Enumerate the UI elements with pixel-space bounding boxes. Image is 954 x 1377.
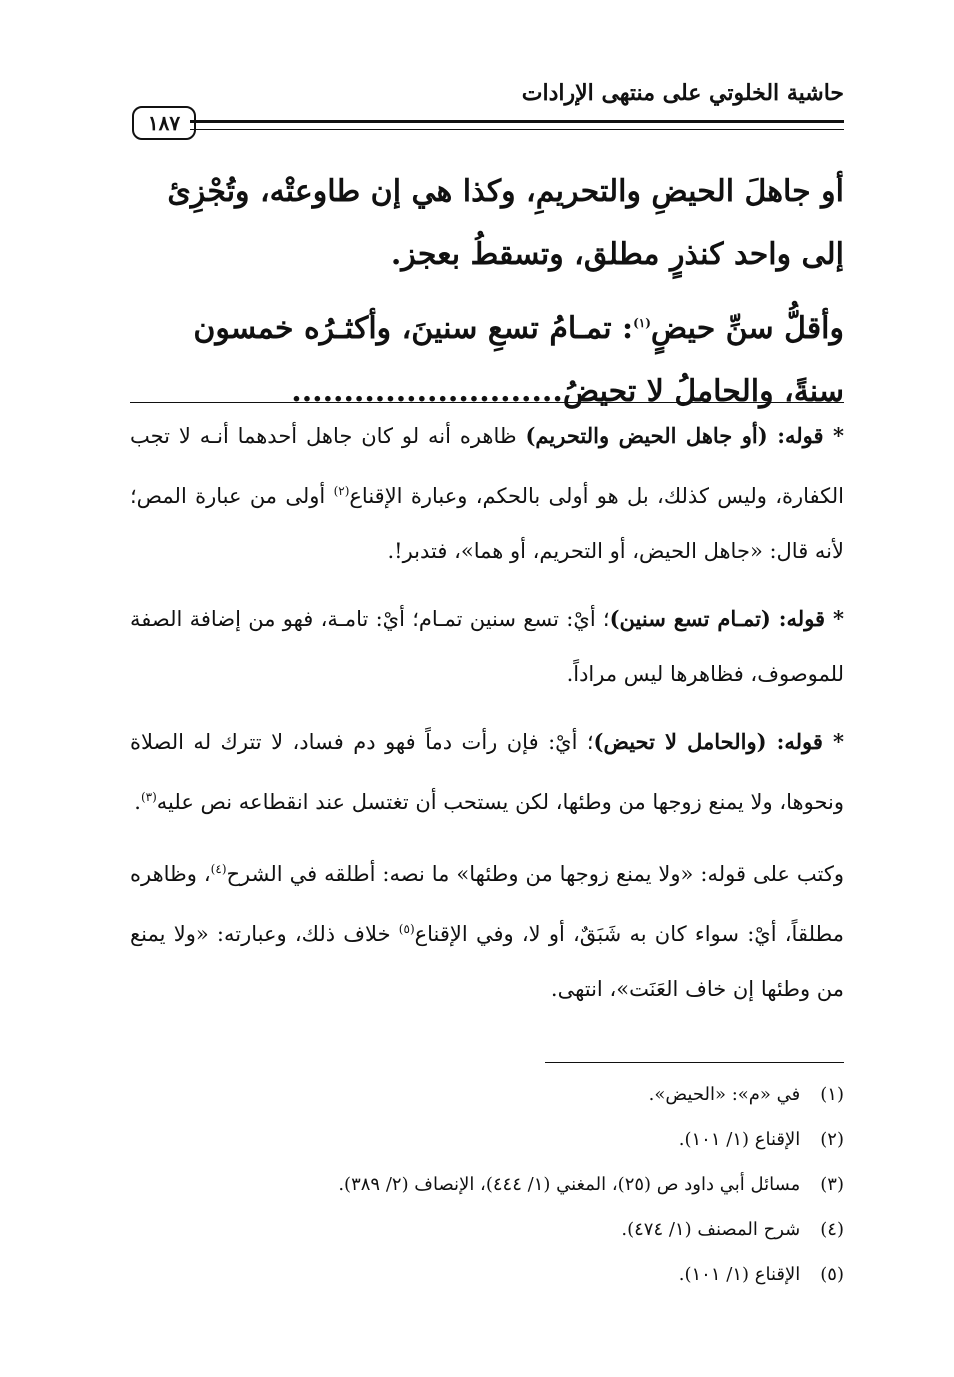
footnote-item [130,1117,844,1162]
commentary-paragraph [130,842,844,1017]
main-text-paragraph [130,292,844,423]
footnote-item [130,1207,844,1252]
commentary-text: ؛ أيْ: فإن رأت دماً فهو دم فساد، لا تترك له الصلاة ونحوها، ولا يمنع زوجها من وطئها، لكن يستحب أن تغتسل عند انقطاعه نص عليه [130,730,844,814]
footnote-text: شرح المصنف (١/ ٤٧٤). [621,1219,801,1240]
footnote-ref[interactable]: (٤) [210,862,227,876]
footnote-ref[interactable]: (٣) [140,790,157,804]
header-rule [190,120,844,130]
commentary-lemma: * قوله: (أو جاهل الحيض والتحريم) [525,423,844,448]
footnote-ref[interactable]: (٥) [398,922,415,936]
footnotes [130,1072,844,1297]
commentary-text: خلاف ذلك، وعبارته: «ولا يمنع من وطئها إن خاف العَنَت»، انتهى. [130,922,844,1001]
running-title: حاشية الخلوتي على منتهى الإرادات [521,80,844,106]
main-text-paragraph [130,160,844,286]
footnote-item [130,1162,844,1207]
footnote-number: (١) [820,1084,844,1105]
main-text [130,160,844,423]
footnote-ref[interactable]: (٢) [333,484,350,498]
footnote-item [130,1252,844,1297]
footnote-text: في «م»: «الحيض». [648,1084,801,1105]
footnote-number: (٢) [820,1129,844,1150]
commentary-text: ؛ أيْ: تسع سنين تمـام؛ أيْ: تامـة، فهو من إضافة الصفة للموصوف، فظاهرها ليس مراداً. [130,607,844,686]
commentary-text: وكتب على قوله: «ولا يمنع زوجها من وطئها» ما نصه: أطلقه في الشرح [226,862,844,886]
commentary-paragraph [130,591,844,702]
commentary-text: ظاهره أنه لو كان جاهل أحدهما أنـه لا تجب الكفارة، وليس كذلك، بل هو أولى بالحكم، وعبارة الإقناع [130,424,844,508]
footnote-number: (٤) [820,1219,844,1240]
footnote-ref[interactable]: (١) [633,316,651,330]
footnote-text: الإقناع (١/ ١٠١). [678,1129,801,1150]
footnote-divider [545,1062,844,1063]
footnote-text: الإقناع (١/ ١٠١). [678,1264,801,1285]
main-text-divider [130,402,844,403]
commentary-lemma: * قوله: (والحامل لا تحيض) [593,729,844,754]
commentary-text: أولى من عبارة المص؛ لأنه قال: «جاهل الحيض، أو التحريم، أو هما»، فتدبر!. [130,484,844,563]
commentary-lemma: * قوله: (تمـام تسع سنين) [609,606,844,631]
footnote-item [130,1072,844,1117]
commentary-paragraph [130,714,844,830]
commentary-text: . [134,790,141,814]
footnote-number: (٣) [820,1174,844,1195]
commentary-text: ، وظاهره مطلقاً، أيْ: سواء كان به شَبَقٌ، أو لا، وفي الإقناع [130,862,844,946]
footnote-text: مسائل أبي داود ص (٢٥)، المغني (١/ ٤٤٤)، الإنصاف (٢/ ٣٨٩). [338,1174,801,1195]
leader-dots: .......................... [291,374,563,409]
main-text-segment: : تمـامُ تسعِ سنينَ، وأكثـرُه خمسون سنةً، والحاملُ لا تحيضُ [193,311,844,409]
main-text-segment: وأقلُّ سنِّ حيضٍ [650,311,844,346]
commentary-paragraph [130,408,844,579]
page-number: ١٨٧ [132,106,196,140]
footnote-number: (٥) [820,1264,844,1285]
commentary [130,408,844,1029]
main-text-line: أو جاهلَ الحيضِ والتحريمِ، وكذا هي إن طاوعتْه، وتُجْزِئ إلى واحد كنذرٍ مطلق، وتسقطُ بعجز. [167,174,844,272]
